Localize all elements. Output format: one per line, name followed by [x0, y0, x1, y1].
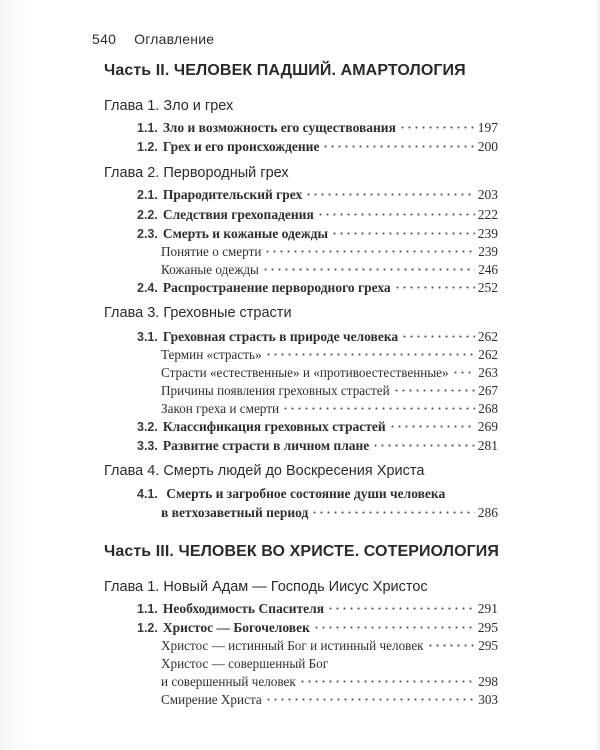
toc-entry[interactable] [137, 186, 498, 204]
entry-title: Закон греха и смерти [161, 401, 280, 416]
dot-leader [305, 186, 475, 196]
section-number: 3.3. [137, 439, 158, 453]
entry-title: Следствия грехопадения [162, 207, 314, 222]
dot-leader [299, 673, 475, 683]
dot-leader [265, 346, 476, 356]
section-number: 4.1. [137, 487, 158, 501]
entry-title: Христос — Богочеловек [162, 620, 310, 635]
entry-page: 197 [477, 120, 498, 135]
toc-entry[interactable] [137, 600, 498, 618]
section-number: 2.2. [137, 208, 158, 222]
toc-subentry-line2[interactable] [161, 673, 498, 691]
chapter-title: Глава 1. Новый Адам — Господь Иисус Христос [104, 579, 428, 595]
entry-page: 295 [478, 638, 498, 653]
dot-leader [372, 437, 474, 447]
entry-title-continued: в ветхозаветный период [161, 505, 309, 520]
toc-subentry[interactable] [161, 400, 498, 418]
entry-title: Смирение Христа [161, 692, 262, 707]
toc-entry[interactable] [137, 619, 498, 637]
entry-page: 262 [478, 347, 498, 362]
dot-leader [313, 619, 475, 629]
entry-page: 252 [477, 280, 498, 295]
toc-entry[interactable] [137, 138, 498, 156]
entry-page: 200 [477, 139, 498, 154]
toc-subentry[interactable] [161, 364, 498, 382]
toc-entry[interactable] [137, 328, 498, 346]
entry-title: Классификация греховных страстей [162, 419, 386, 434]
entry-title: Распространение первородного греха [162, 280, 391, 295]
part-3-title: Часть III. ЧЕЛОВЕК ВО ХРИСТЕ. СОТЕРИОЛОГИЯ [104, 543, 499, 560]
toc-subentry[interactable] [161, 346, 498, 364]
entry-page: 263 [478, 365, 498, 380]
page-number: 540 [92, 31, 117, 47]
chapter-title: Глава 3. Греховные страсти [104, 305, 292, 321]
toc-subentry[interactable] [161, 243, 498, 261]
toc-entry[interactable] [137, 279, 498, 297]
toc-subentry[interactable] [161, 261, 498, 279]
chapter-title: Глава 4. Смерть людей до Воскресения Христа [104, 463, 425, 479]
section-number: 2.4. [137, 281, 158, 295]
entry-title-continued: и совершенный человек [161, 674, 296, 689]
page-edge-shadow [594, 0, 600, 750]
entry-page: 203 [477, 187, 498, 202]
entry-title: Причины появления греховных страстей [161, 383, 390, 398]
dot-leader [427, 637, 476, 647]
section-number: 1.1. [137, 121, 158, 135]
entry-title: Грех и его происхождение [162, 139, 320, 154]
entry-title: Прародительский грех [162, 187, 303, 202]
section-number: 2.3. [137, 227, 158, 241]
toc-entry-line2[interactable] [161, 504, 498, 522]
dot-leader [262, 261, 475, 271]
entry-title: Развитие страсти в личном плане [162, 438, 370, 453]
toc-subentry[interactable] [161, 691, 498, 709]
dot-leader [401, 328, 475, 338]
entry-page: 239 [477, 226, 498, 241]
entry-title: Термин «страсть» [161, 347, 262, 362]
entry-page: 239 [478, 244, 498, 259]
dot-leader [452, 364, 476, 374]
toc-subentry[interactable] [161, 637, 498, 655]
section-number: 1.1. [137, 602, 158, 616]
entry-title: Кожаные одежды [161, 262, 259, 277]
entry-page: 281 [477, 438, 498, 453]
dot-leader [331, 225, 475, 235]
section-number: 1.2. [137, 140, 158, 154]
toc-subentry-line1[interactable] [161, 655, 498, 673]
running-header [92, 31, 214, 47]
entry-title: Христос — истинный Бог и истинный человек [161, 638, 424, 653]
entry-page: 269 [477, 419, 498, 434]
section-number: 1.2. [137, 621, 158, 635]
chapter-title: Глава 2. Первородный грех [104, 165, 289, 181]
dot-leader [317, 206, 475, 216]
dot-leader [264, 243, 475, 253]
entry-title: Необходимость Спасителя [162, 601, 324, 616]
dot-leader [393, 382, 476, 392]
entry-page: 262 [477, 329, 498, 344]
toc-entry[interactable] [137, 225, 498, 243]
toc-subentry[interactable] [161, 382, 498, 400]
entry-title: Зло и возможность его существования [162, 120, 396, 135]
dot-leader [399, 119, 475, 129]
entry-page: 267 [478, 383, 498, 398]
part-2-title: Часть II. ЧЕЛОВЕК ПАДШИЙ. АМАРТОЛОГИЯ [104, 62, 466, 79]
section-number: 3.2. [137, 420, 158, 434]
entry-page: 291 [477, 601, 498, 616]
entry-page: 268 [478, 401, 498, 416]
entry-title: Страсти «естественные» и «противоестественные» [161, 365, 449, 380]
entry-page: 222 [477, 207, 498, 222]
toc-entry[interactable] [137, 119, 498, 137]
dot-leader [311, 504, 474, 514]
entry-page: 246 [478, 262, 498, 277]
entry-title: Смерть и кожаные одежды [162, 226, 329, 241]
toc-entry-line1[interactable] [137, 485, 498, 503]
section-number: 3.1. [137, 330, 158, 344]
entry-title: Христос — совершенный Бог [161, 656, 329, 671]
toc-entry[interactable] [137, 418, 498, 436]
dot-leader [327, 600, 475, 610]
entry-page: 303 [478, 692, 498, 707]
chapter-title: Глава 1. Зло и грех [104, 98, 234, 114]
entry-title: Смерть и загробное состояние души человека [166, 486, 446, 501]
entry-title: Понятие о смерти [161, 244, 262, 259]
entry-title: Греховная страсть в природе человека [162, 329, 399, 344]
dot-leader [265, 691, 476, 701]
toc-entry[interactable] [137, 437, 498, 455]
entry-page: 286 [477, 505, 498, 520]
dot-leader [389, 418, 475, 428]
toc-entry[interactable] [137, 206, 498, 224]
dot-leader [394, 279, 475, 289]
entry-page: 295 [477, 620, 498, 635]
dot-leader [322, 138, 474, 148]
section-number: 2.1. [137, 188, 158, 202]
running-title: Оглавление [134, 31, 215, 47]
dot-leader [282, 400, 475, 410]
entry-page: 298 [478, 674, 498, 689]
